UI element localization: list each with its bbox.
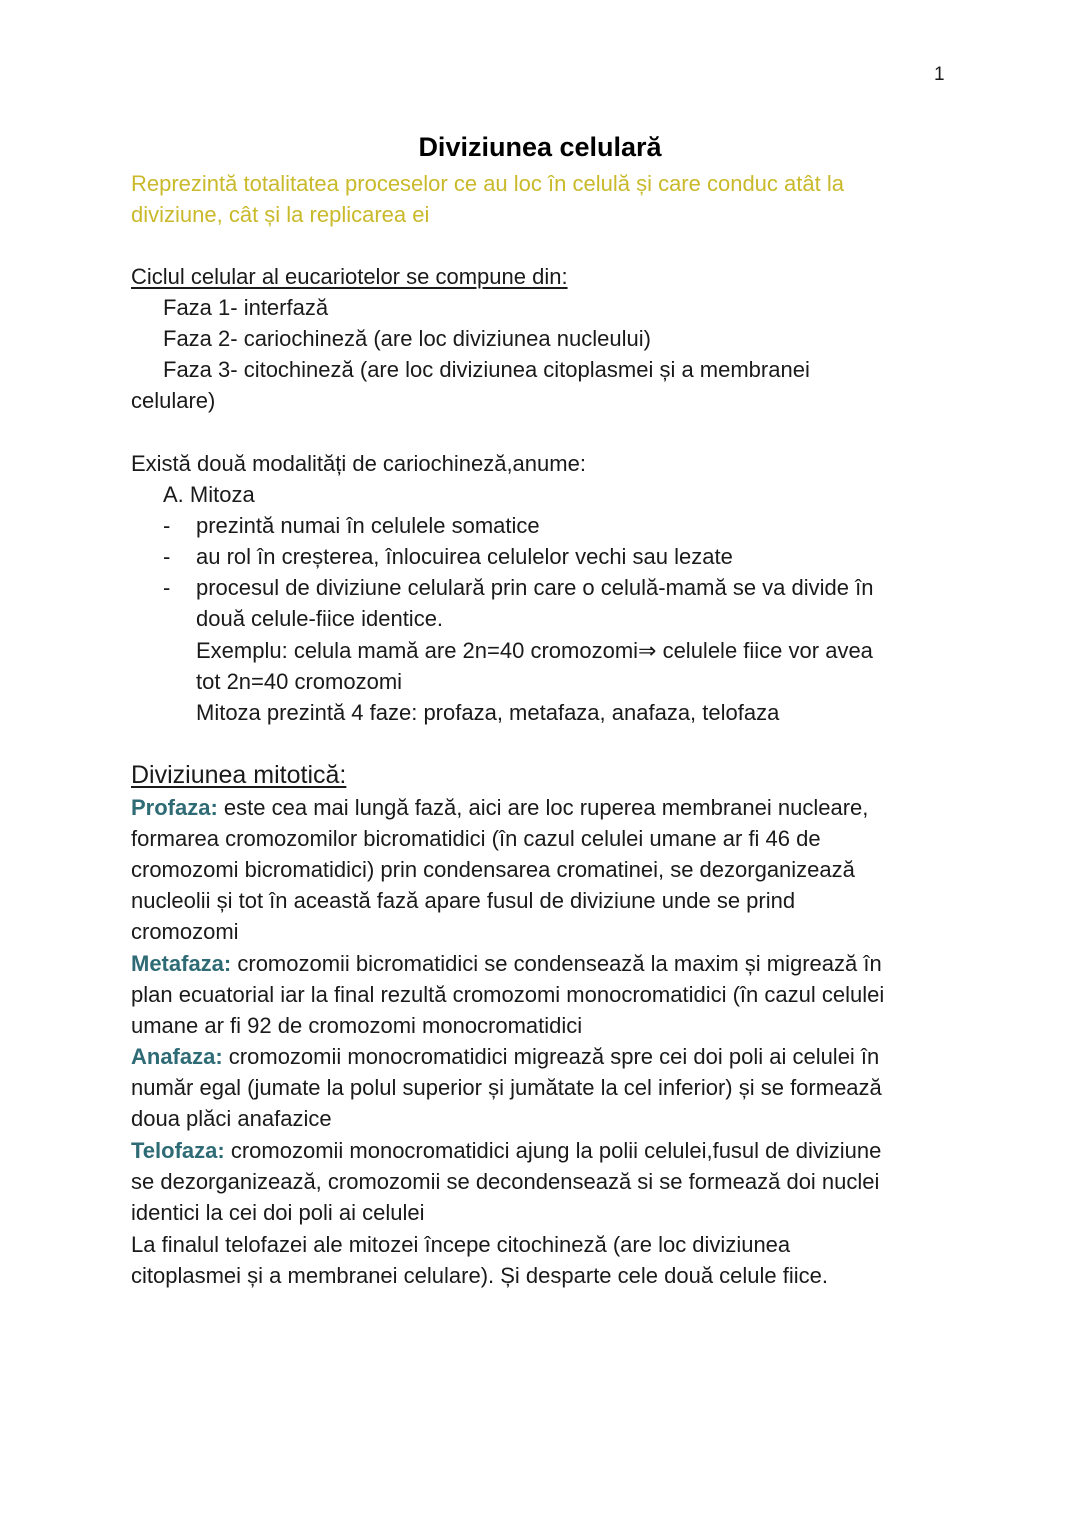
cycle-heading: Ciclul celular al eucariotelor se compune din: [131, 264, 568, 289]
phase-text: cromozomii bicromatidici se condensează la maxim și migrează în [231, 951, 882, 976]
bullet-dash: - [163, 513, 171, 538]
phase-text: cromozomii monocromatidici migrează spre cei doi poli ai celulei în [222, 1044, 880, 1069]
example-line: Mitoza prezintă 4 faze: profaza, metafaza, anafaza, telofaza [196, 700, 780, 725]
bullet-item-cont: două celule-fiice identice. [196, 606, 444, 631]
phase-text: cromozomii monocromatidici ajung la polii celulei,fusul de diviziune [224, 1138, 882, 1163]
page-number: 1 [934, 64, 945, 85]
telofaza-line [131, 1135, 881, 1166]
metafaza-line: plan ecuatorial iar la final rezultă cromozomi monocromatidici (în cazul celulei [131, 982, 885, 1007]
example-line: tot 2n=40 cromozomi [196, 669, 403, 694]
anafaza-line [131, 1041, 879, 1072]
bullet-dash: - [163, 575, 171, 600]
profaza-line: cromozomi bicromatidici) prin condensarea cromatinei, se dezorganizează [131, 857, 855, 882]
cycle-phase: Faza 2- cariochineză (are loc diviziunea nucleului) [163, 326, 651, 351]
intro-line: diviziune, cât și la replicarea ei [131, 202, 430, 227]
profaza-line: nucleolii și tot în această fază apare fusul de diviziune unde se prind [131, 888, 796, 913]
mitotic-heading: Diviziunea mitotică: [131, 761, 347, 789]
metafaza-line [131, 948, 882, 979]
bullet-item: procesul de diviziune celulară prin care o celulă-mamă se va divide în [196, 575, 874, 600]
phase-text: este cea mai lungă fază, aici are loc ruperea membranei nucleare, [217, 795, 869, 820]
cycle-phase: Faza 1- interfază [163, 295, 329, 320]
list-item-a: A. Mitoza [163, 482, 255, 507]
closing-line: La finalul telofazei ale mitozei începe citochineză (are loc diviziunea [131, 1232, 791, 1257]
cycle-phase: Faza 3- citochineză (are loc diviziunea citoplasmei și a membranei [163, 357, 810, 382]
anafaza-line: număr egal (jumate la polul superior și jumătate la cel inferior) și se formează [131, 1075, 882, 1100]
phase-label: Anafaza: [131, 1044, 223, 1069]
metafaza-line: umane ar fi 92 de cromozomi monocromatidici [131, 1013, 583, 1038]
closing-line: citoplasmei și a membranei celulare). Și desparte cele două celule fiice. [131, 1263, 829, 1288]
bullet-item: au rol în creșterea, înlocuirea celulelor vechi sau lezate [196, 544, 733, 569]
phase-label: Telofaza: [131, 1138, 225, 1163]
example-line: Exemplu: celula mamă are 2n=40 cromozomi⇒ celulele fiice vor avea [196, 638, 873, 663]
karyo-intro: Există două modalități de cariochineză,anume: [131, 451, 586, 476]
telofaza-line: identici la cei doi poli ai celulei [131, 1200, 425, 1225]
phase-label: Profaza: [131, 795, 218, 820]
bullet-dash: - [163, 544, 171, 569]
bullet-item: prezintă numai în celulele somatice [196, 513, 540, 538]
telofaza-line: se dezorganizează, cromozomii se decondensează si se formează doi nuclei [131, 1169, 880, 1194]
phase-label: Metafaza: [131, 951, 232, 976]
profaza-line: cromozomi [131, 919, 239, 944]
profaza-line [131, 792, 868, 823]
intro-line: Reprezintă totalitatea proceselor ce au loc în celulă și care conduc atât la [131, 171, 844, 196]
anafaza-line: doua plăci anafazice [131, 1106, 332, 1131]
document-title: Diviziunea celulară [418, 132, 662, 162]
profaza-line: formarea cromozomilor bicromatidici (în cazul celulei umane ar fi 46 de [131, 826, 821, 851]
cycle-phase-cont: celulare) [131, 388, 216, 413]
